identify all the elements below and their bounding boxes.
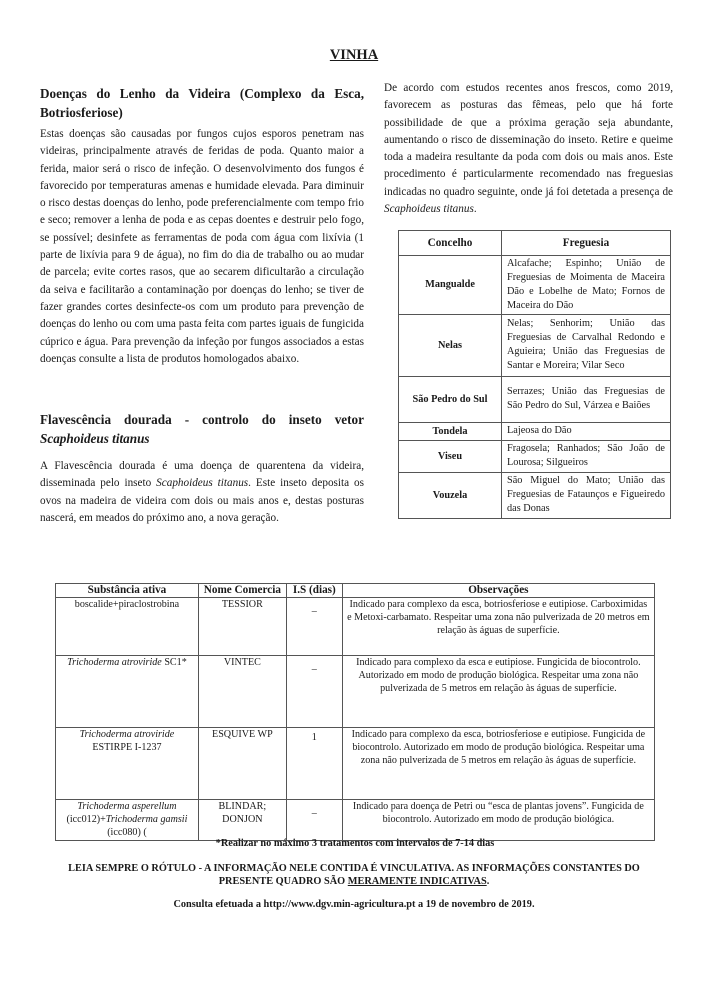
is-cell: _ [286,656,342,728]
table-row [399,440,671,472]
warning-end: . [486,876,490,887]
footnote: *Realizar no máximo 3 tratamentos com intervalos de 7-14 dias [215,838,495,849]
obs-cell: Indicado para complexo da esca, botriosferiose e eutipiose. Fungicida de biocontrolo. Autorizado em modo de produção biológica. Respeitar uma zona não pulverizada de 5 metros em relação às águas de superfície. [342,728,654,800]
substancia-cell: boscalide+piraclostrobina [56,598,199,656]
header-observacoes: Observações [342,584,654,598]
warning-notice [40,862,668,888]
freguesia-cell: Lajeosa do Dão [502,422,671,440]
warning-underlined: MERAMENTE INDICATIVAS [347,876,487,887]
header-freguesia: Freguesia [502,231,671,256]
concelho-cell: Vouzela [399,472,502,518]
obs-cell: Indicado para complexo da esca, botriosferiose e eutipiose. Carboximidas e Metoxi-carbamato. Respeitar uma zona não pulverizada de 20 metros em relação às águas de superfície. [342,598,654,656]
header-nome: Nome Comercia [198,584,286,598]
concelho-cell: Tondela [399,422,502,440]
section2-right-species: Scaphoideus titanus [384,203,474,216]
freguesia-table-header [399,231,671,256]
nome-cell: ESQUIVE WP [198,728,286,800]
substancia-species: Trichoderma atroviride [67,657,162,668]
freguesia-table [398,230,671,519]
substancia-species: Trichoderma asperellum [77,801,177,812]
section2-right-text: De acordo com estudos recentes anos frescos, como 2019, favorecem as posturas das fêmeas, pelo que há forte possibilidade de que a próxima geração seja abundante, aumentando o risco de disseminação do inseto. Retire e queime toda a madeira resultante da poda com dois ou mais anos. Este procedimento é particularmente recomendado nas freguesias indicadas no quadro seguinte, onde já foi detetada a presença de [384,82,673,198]
section1-heading: Doenças do Lenho da Videira (Complexo da Esca, Botriosferiose) [40,86,364,120]
substancia-cell [56,656,199,728]
header-concelho: Concelho [399,231,502,256]
concelho-cell: Mangualde [399,256,502,315]
table-row [399,472,671,518]
freguesia-cell: Fragosela; Ranhados; São João de Lourosa; Silgueiros [502,440,671,472]
table-row [56,728,655,800]
nome-cell: BLINDAR; DONJON [198,800,286,841]
freguesia-cell: Alcafache; Espinho; União de Freguesias de Moimenta de Maceira Dão e Lobelhe de Mato; Fornos de Maceira do Dão [502,256,671,315]
concelho-cell: São Pedro do Sul [399,376,502,422]
obs-cell: Indicado para doença de Petri ou “esca de plantas jovens”. Fungicida de biocontrolo. Autorizado em modo de produção biológica. [342,800,654,841]
section2-body-text-end: . Este inseto deposita os ovos na madeira de videira com dois ou mais anos e, destas posturas nascerá, em meados do próximo ano, a nova geração. [40,477,364,524]
substancia-strain: ESTIRPE I-1237 [92,742,162,754]
concelho-cell: Nelas [399,314,502,376]
is-cell: _ [286,598,342,656]
substancia-strain-2: (icc080) ( [107,827,147,839]
substancia-cell [56,800,199,841]
table-row [56,656,655,728]
table-row [399,314,671,376]
freguesia-cell: Nelas; Senhorim; União das Freguesias de Carvalhal Redondo e Aguieira; União das Freguesias de Santar e Moreira; Vilar Seco [502,314,671,376]
nome-cell: TESSIOR [198,598,286,656]
substancia-cell [56,728,199,800]
is-cell: _ [286,800,342,841]
obs-cell: Indicado para complexo da esca e eutipiose. Fungicida de biocontrolo. Autorizado em modo de produção biológica. Respeitar uma zona não pulverizada de 5 metros em relação às águas de superfície. [342,656,654,728]
table-row [399,422,671,440]
products-table-header [56,584,655,598]
section2-heading [40,410,364,448]
table-row [56,598,655,656]
page-title: VINHA [329,47,379,63]
products-table [55,583,655,841]
substancia-strain: SC1* [161,657,187,668]
section2-heading-species: Scaphoideus titanus [40,431,150,446]
substancia-strain: (icc012)+ [66,814,106,826]
table-row [56,800,655,841]
freguesia-cell: Serrazes; União das Freguesias de São Pedro do Sul, Várzea e Baiões [502,376,671,422]
nome-cell: VINTEC [198,656,286,728]
freguesia-cell: São Miguel do Mato; União das Freguesias de Fataunços e Figueiredo das Donas [502,472,671,518]
section2-body-species: Scaphoideus titanus [156,477,249,490]
warning-text: LEIA SEMPRE O RÓTULO - A INFORMAÇÃO NELE CONTIDA É VINCULATIVA. AS INFORMAÇÕES CONSTANTES DO PRESENTE QUADRO SÃO [68,863,640,887]
is-cell: 1 [286,728,342,800]
section2-right-text-end: . [473,203,477,216]
section2-right-body [384,80,673,218]
header-is: I.S (dias) [286,584,342,598]
section2-body-text: A Flavescência dourada é uma doença de quarentena da videira, disseminada pelo inseto [40,460,364,490]
section2-heading-text: Flavescência dourada - controlo do inseto vetor [40,412,364,427]
table-row [399,256,671,315]
section1-body: Estas doenças são causadas por fungos cujos esporos penetram nas videiras, principalmente através de feridas de poda. Quanto maior a ferida, maior será o risco de infeção. O desenvolvimento dos fungos é favorecido por temperaturas amenas e humidade elevada. Para diminuir o risco destas doenças do lenho, pode preferencialmente com tempo frio e seco; remover a lenha de poda e as cepas doentes e destruir pelo fogo, se possível; desinfete as ferramentas de poda com água com lixívia (1 parte de lixívia para 9 de água), no fim do dia de trabalho ou ao mudar de parcela; evite cortes rasos, que ao secarem dificultarão a circulação da seiva e facilitarão a contaminação por doenças do lenho; se tiver de fazer grandes cortes desinfecte-os com um produto para prevenção de doenças do lenho ou com uma pasta feita com partes iguais de fungicida cúprico e água. Para prevenção da infeção por fungos associados a estas doenças consulte a lista de produtos homologados abaixo. [40,128,364,365]
substancia-species: Trichoderma atroviride [79,729,175,740]
source-note: Consulta efetuada a http://www.dgv.min-agricultura.pt a 19 de novembro de 2019. [173,899,535,910]
section2-body [40,458,364,527]
concelho-cell: Viseu [399,440,502,472]
substancia-species-2: Trichoderma gamsii [105,814,188,826]
header-substancia: Substância ativa [56,584,199,598]
table-row [399,376,671,422]
